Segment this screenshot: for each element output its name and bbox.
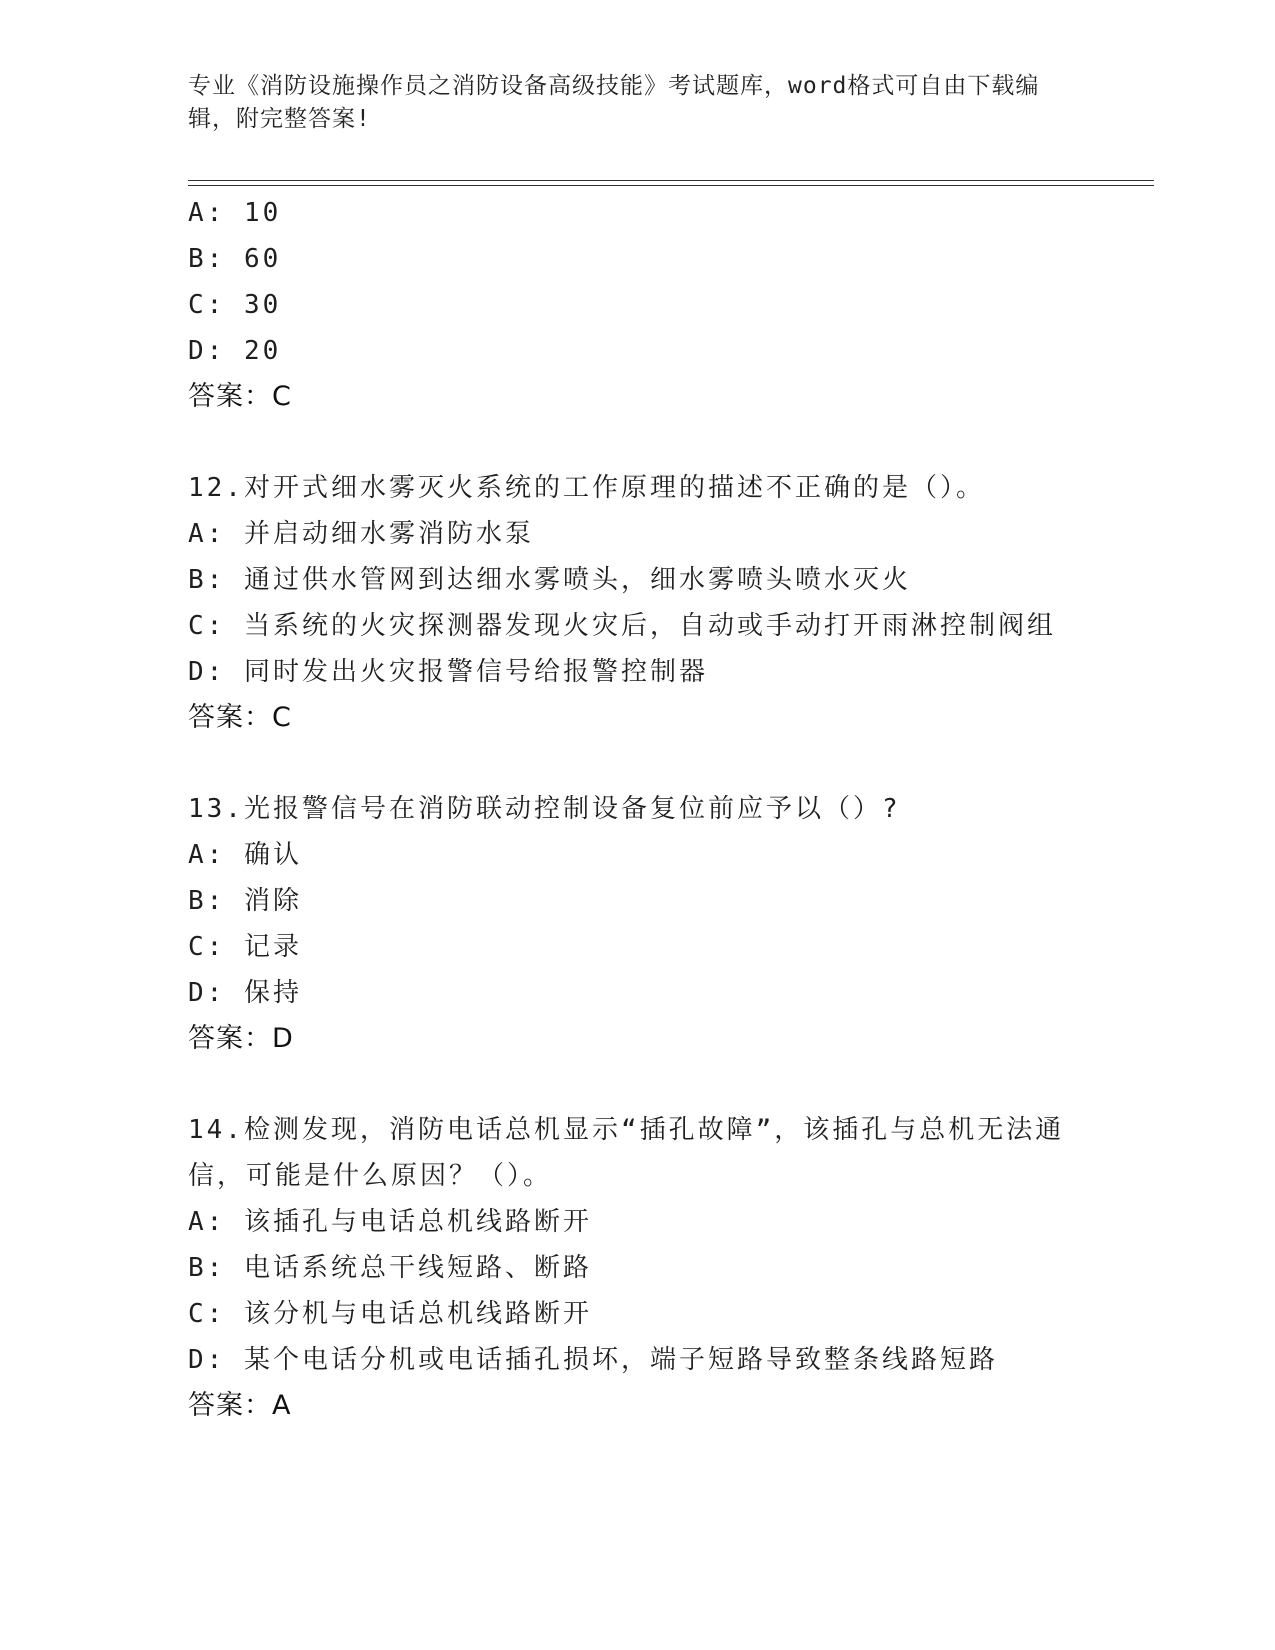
option-a: A: 并启动细水雾消防水泵 — [188, 519, 534, 549]
option-c: C: 当系统的火灾探测器发现火灾后，自动或手动打开雨淋控制阀组 — [188, 611, 1056, 641]
option-b: B: 60 — [188, 244, 282, 274]
question-block-prev — [188, 190, 1148, 420]
answer-label: 答案：A — [188, 1390, 292, 1421]
option-b: B: 电话系统总干线短路、断路 — [188, 1253, 592, 1283]
option-a: A: 10 — [188, 198, 282, 228]
header-divider-bottom — [188, 185, 1154, 186]
answer-label: 答案：D — [188, 1023, 294, 1054]
option-d: D: 20 — [188, 336, 282, 366]
option-d: D: 某个电话分机或电话插孔损坏，端子短路导致整条线路短路 — [188, 1345, 998, 1375]
document-header: 专业《消防设施操作员之消防设备高级技能》考试题库，word格式可自由下载编辑，附完整答案! — [188, 73, 1040, 132]
option-b: B: 通过供水管网到达细水雾喷头，细水雾喷头喷水灭火 — [188, 565, 911, 595]
question-list — [188, 190, 1148, 1429]
question-text: 12.对开式细水雾灭火系统的工作原理的描述不正确的是（）。 — [188, 473, 985, 503]
question-block-12 — [188, 465, 1148, 741]
option-d: D: 保持 — [188, 978, 302, 1008]
answer-label: 答案：C — [188, 381, 292, 412]
question-text: 14.检测发现，消防电话总机显示“插孔故障”，该插孔与总机无法通信，可能是什么原因？（）。 — [188, 1115, 1065, 1191]
option-c: C: 记录 — [188, 932, 302, 962]
question-text: 13.光报警信号在消防联动控制设备复位前应予以（）? — [188, 794, 901, 824]
option-a: A: 确认 — [188, 840, 302, 870]
option-d: D: 同时发出火灾报警信号给报警控制器 — [188, 657, 708, 687]
question-block-14 — [188, 1107, 1148, 1429]
option-c: C: 该分机与电话总机线路断开 — [188, 1299, 592, 1329]
answer-label: 答案：C — [188, 702, 292, 733]
option-b: B: 消除 — [188, 886, 302, 916]
option-c: C: 30 — [188, 290, 282, 320]
header-divider-top — [188, 180, 1154, 181]
option-a: A: 该插孔与电话总机线路断开 — [188, 1207, 592, 1237]
question-block-13 — [188, 786, 1148, 1062]
